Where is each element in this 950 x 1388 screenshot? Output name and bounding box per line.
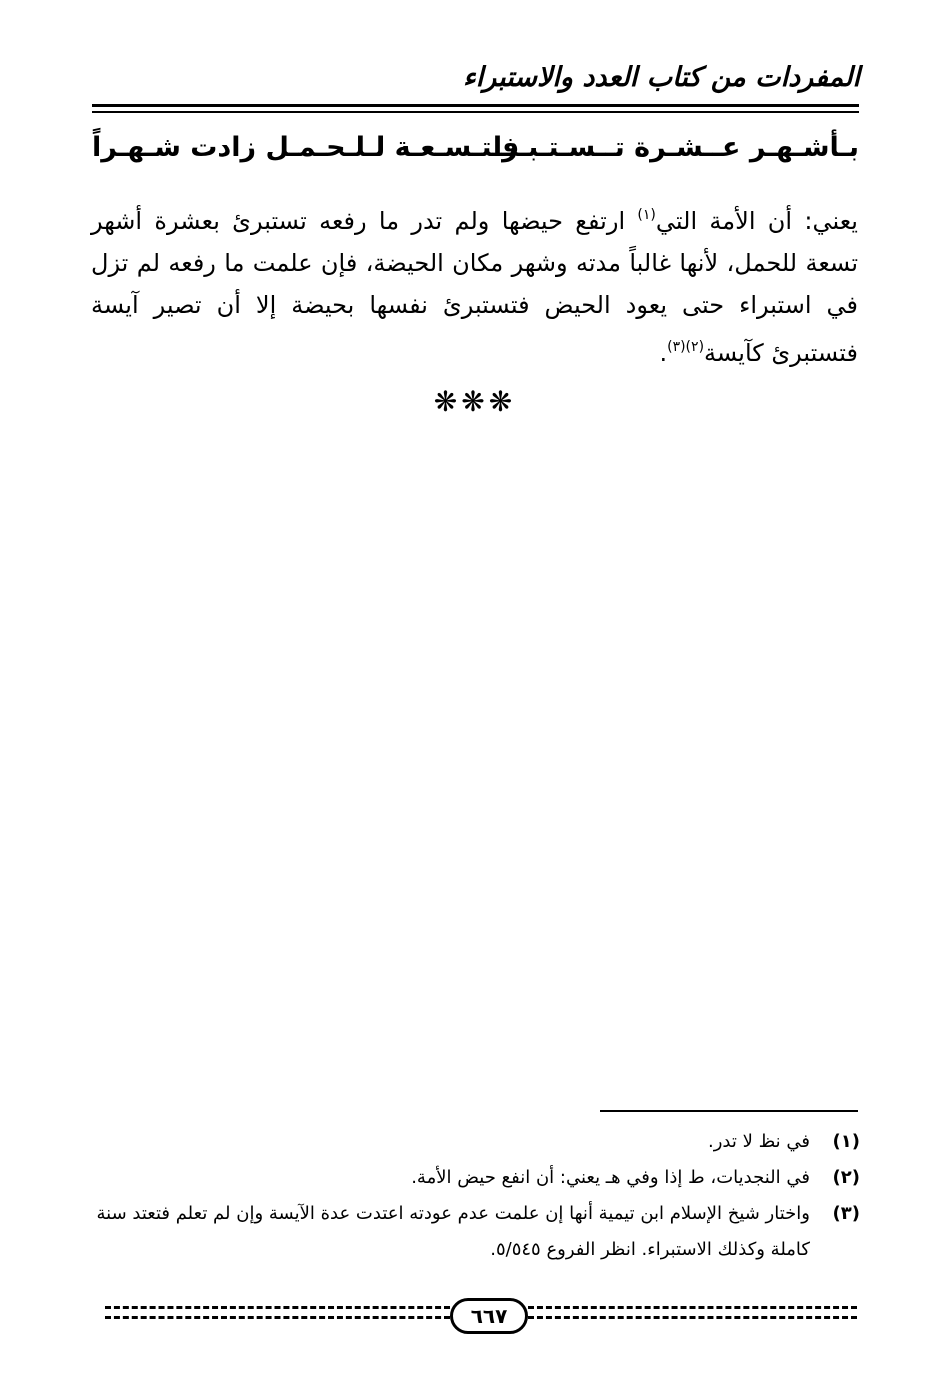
commentary-paragraph bbox=[91, 194, 858, 374]
footnote-number: (١) bbox=[832, 1131, 860, 1152]
verse-line bbox=[92, 132, 859, 176]
verse-second-hemistich: فـتـسـعـة لـلـحـمـل زادت شـهـراً bbox=[92, 132, 520, 163]
footer-dashed-rule-left bbox=[105, 1306, 450, 1309]
footnote-separator bbox=[600, 1110, 858, 1112]
footnote-ref-1[interactable]: (١) bbox=[637, 207, 656, 223]
header-rule-top bbox=[92, 104, 859, 107]
page-footer bbox=[105, 1294, 857, 1334]
section-divider-stars: ❋❋❋ bbox=[433, 385, 517, 418]
verse-first-hemistich: بـأشـهـر عــشـرة تــسـتـبـرا bbox=[492, 132, 859, 163]
footnote-number: (٣) bbox=[832, 1203, 860, 1224]
footnote-ref-2-3[interactable]: (٢)(٣) bbox=[667, 339, 705, 355]
page-number: ٦٦٧ bbox=[450, 1298, 528, 1334]
footer-dashed-rule-left-lower bbox=[105, 1316, 450, 1319]
footer-dashed-rule-right-lower bbox=[528, 1316, 857, 1319]
commentary-text-start: يعني: أن الأمة التي bbox=[655, 207, 858, 235]
footnote-item bbox=[92, 1196, 860, 1268]
header-rule-bottom bbox=[92, 111, 859, 113]
footnote-text: في النجديات، ط إذا وفي هـ يعني: أن انفع حيض الأمة. bbox=[411, 1167, 810, 1188]
footnote-item bbox=[92, 1160, 860, 1196]
footnote-item bbox=[92, 1124, 860, 1160]
footnote-number: (٢) bbox=[832, 1167, 860, 1188]
footnote-text: واختار شيخ الإسلام ابن تيمية أنها إن علمت عدم عودته اعتدت عدة الآيسة وإن لم تعلم فتعتد سنة كاملة وكذلك الاستبراء. انظر الفروع ٥/٥٤٥. bbox=[96, 1203, 810, 1260]
footnote-text: في نظ لا تدر. bbox=[707, 1131, 810, 1152]
footer-dashed-rule-right bbox=[528, 1306, 857, 1309]
running-header-title: المفردات من كتاب العدد والاستبراء bbox=[463, 62, 860, 93]
commentary-text-main: ارتفع حيضها ولم تدر ما رفعه تستبرئ بعشرة أشهر تسعة للحمل، لأنها غالباً مدته وشهر مكان الحيضة، فإن علمت ما رفعه لم تزل في استبراء حتى يعود الحيض فتستبرئ نفسها بحيضة إلا أن تصير آيسة فتستبرئ كآيسة bbox=[91, 207, 858, 367]
commentary-text-end: . bbox=[659, 339, 668, 367]
footnotes-section bbox=[92, 1124, 860, 1268]
